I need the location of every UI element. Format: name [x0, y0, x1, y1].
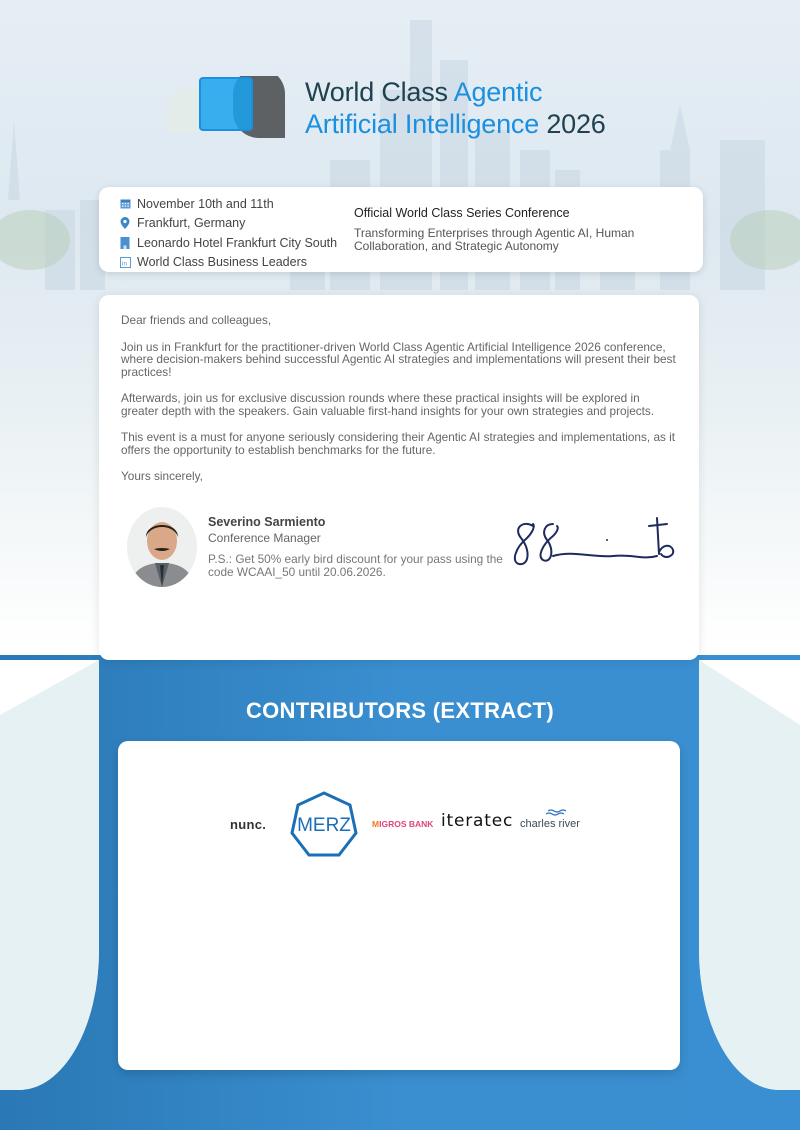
letter-paragraph: Join us in Frankfurt for the practitioner-driven World Class Agentic Artificial Intelligence 2026 conference, where decision-makers behind successful Agentic AI strategies and implementations will present their best practices! — [121, 339, 676, 379]
building-icon — [119, 237, 131, 249]
migros-text: IGROS BANK — [379, 819, 434, 829]
welcome-letter — [99, 295, 699, 660]
conference-heading: Official World Class Series Conference — [354, 206, 570, 220]
contributor-logos — [118, 791, 680, 857]
event-location-text: Frankfurt, Germany — [137, 216, 246, 231]
title-year-text: 2026 — [539, 109, 606, 139]
event-linkedin[interactable] — [119, 253, 337, 273]
event-details-list — [119, 194, 337, 272]
merz-logo-text: MERZ — [297, 815, 351, 836]
contributors-card — [118, 741, 680, 1070]
linkedin-group-link[interactable]: World Class Business Leaders — [137, 255, 307, 270]
event-venue-text: Leonardo Hotel Frankfurt City South — [137, 235, 338, 250]
conference-summary — [354, 206, 674, 253]
handwritten-signature-icon — [509, 512, 689, 582]
migros-m: M — [372, 819, 380, 829]
conference-subtitle: Transforming Enterprises through Agentic AI, Human Collaboration, and Strategic Autonomy — [354, 226, 635, 253]
title-text: World Class — [305, 77, 454, 107]
title-accent-text: Agentic — [453, 77, 543, 107]
avatar — [127, 507, 197, 587]
event-venue — [119, 233, 337, 253]
signer-info — [208, 515, 508, 579]
event-header — [165, 76, 645, 156]
early-bird-note: P.S.: Get 50% early bird discount for your pass using the code WCAAI_50 until 20.06.2026. — [208, 552, 503, 579]
signature-block — [124, 507, 684, 592]
linkedin-icon — [119, 256, 131, 268]
event-location — [119, 214, 337, 234]
contributors-heading: CONTRIBUTORS (EXTRACT) — [245, 698, 555, 723]
speech-bubbles-logo-icon — [165, 76, 290, 148]
charles-river-text: charles river — [520, 818, 580, 830]
charles-river-logo — [520, 808, 588, 832]
event-title — [305, 76, 606, 140]
calendar-icon — [119, 198, 131, 210]
letter-body — [121, 314, 676, 497]
left-side-panel — [0, 660, 99, 1090]
svg-text:in: in — [121, 260, 127, 268]
signer-role: Conference Manager — [208, 531, 321, 545]
letter-paragraph: This event is a must for anyone seriously considering their Agentic AI strategies and implementations, as it offers the opportunity to establish benchmarks for the future. — [121, 430, 676, 457]
signer-name: Severino Sarmiento — [208, 515, 326, 529]
location-pin-icon — [119, 217, 131, 229]
merz-logo — [290, 791, 358, 857]
wave-icon — [520, 808, 588, 818]
letter-closing: Yours sincerely, — [121, 469, 203, 483]
migros-bank-logo — [372, 819, 433, 829]
title-accent-text: Artificial Intelligence — [305, 109, 540, 139]
nunc-logo: nunc. — [230, 817, 267, 832]
right-side-panel — [699, 660, 800, 1090]
event-date — [119, 194, 337, 214]
letter-greeting: Dear friends and colleagues, — [121, 313, 272, 327]
event-info-card — [99, 187, 703, 272]
letter-paragraph: Afterwards, join us for exclusive discussion rounds where these practical insights will be explored in greater depth with the speakers. Gain valuable first-hand insights for your own strategies and projects. — [121, 391, 655, 418]
event-date-text: November 10th and 11th — [137, 196, 274, 211]
iteratec-logo: iteratec — [441, 811, 514, 831]
